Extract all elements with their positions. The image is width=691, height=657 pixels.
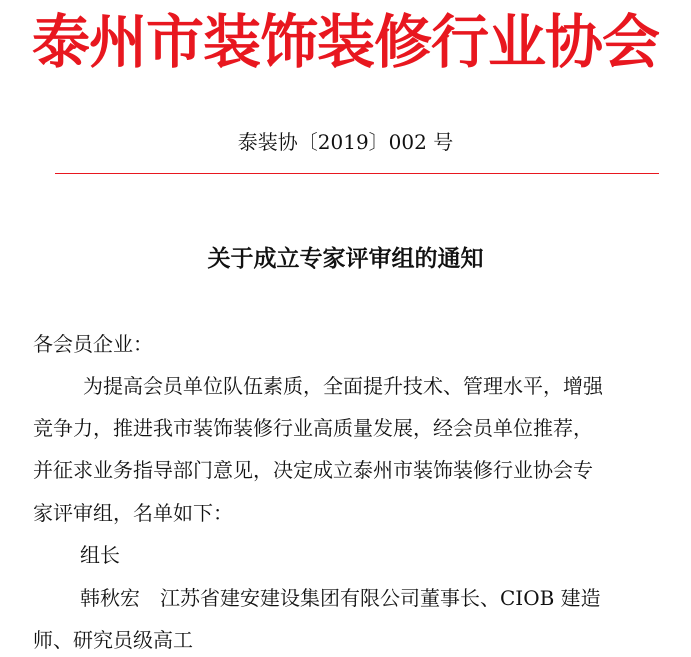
leader-entry-line: 师、研究员级高工 — [33, 628, 193, 652]
body-line: 并征求业务指导部门意见，决定成立泰州市装饰装修行业协会专 — [33, 458, 593, 482]
notice-title: 关于成立专家评审组的通知 — [207, 246, 484, 272]
organization-masthead: 泰州市装饰装修行业协会 — [31, 8, 659, 76]
body-line: 为提高会员单位队伍素质，全面提升技术、管理水平，增强 — [83, 374, 603, 398]
body-line: 竞争力，推进我市装饰装修行业高质量发展，经会员单位推荐， — [33, 416, 593, 440]
body-line: 家评审组，名单如下： — [33, 501, 233, 525]
group-leader-heading: 组长 — [80, 543, 120, 567]
salutation: 各会员企业： — [33, 332, 153, 356]
leader-entry-line: 韩秋宏 江苏省建安建设集团有限公司董事长、CIOB 建造 — [80, 586, 601, 610]
red-divider-line — [55, 173, 659, 174]
document-number: 泰装协〔2019〕002 号 — [237, 130, 454, 154]
